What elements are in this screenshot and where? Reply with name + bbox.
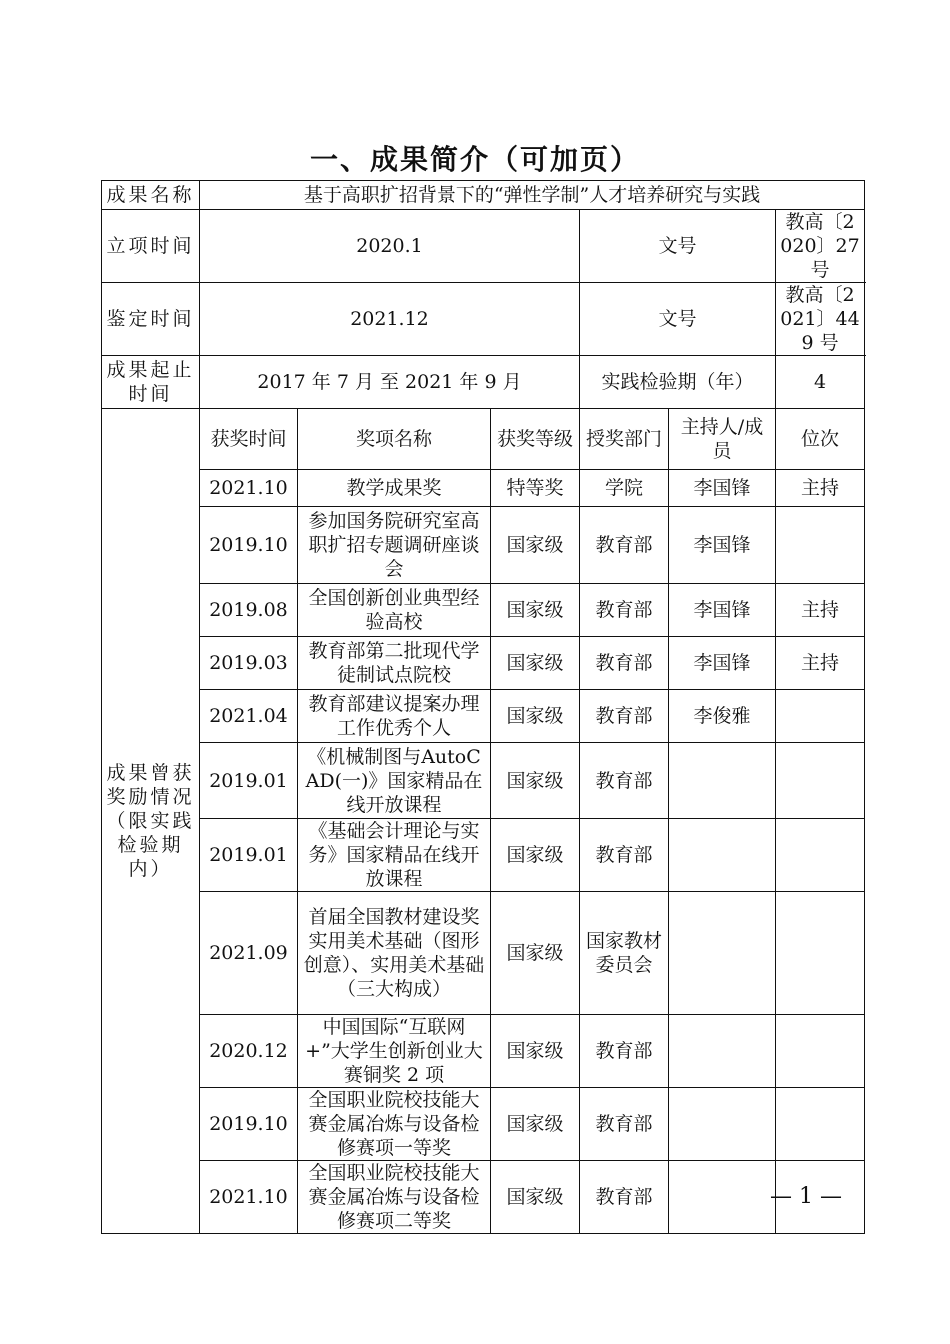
award-time: 2019.10 — [200, 507, 298, 584]
award-rank: 主持 — [776, 584, 865, 637]
award-person: 李国锋 — [669, 470, 776, 507]
award-time: 2019.01 — [200, 743, 298, 819]
row-appraisal-time — [102, 283, 865, 356]
award-rank — [776, 743, 865, 819]
project-doc-value: 教高〔2020〕27 号 — [776, 210, 865, 283]
award-person: 李国锋 — [669, 637, 776, 690]
award-dept: 教育部 — [580, 1088, 669, 1161]
award-name: 《机械制图与AutoCAD(一)》国家精品在线开放课程 — [298, 743, 491, 819]
period-label: 成果起止时间 — [102, 356, 200, 409]
row-name — [102, 181, 865, 210]
award-person — [669, 1015, 776, 1088]
header-award-time: 获奖时间 — [200, 409, 298, 470]
award-time: 2021.04 — [200, 690, 298, 743]
award-name: 首届全国教材建设奖实用美术基础（图形创意）、实用美术基础（三大构成） — [298, 892, 491, 1015]
appraisal-time-value: 2021.12 — [200, 283, 580, 356]
award-row — [102, 892, 865, 1015]
award-time: 2019.01 — [200, 819, 298, 892]
award-name: 全国职业院校技能大赛金属冶炼与设备检修赛项二等奖 — [298, 1161, 491, 1234]
award-level: 国家级 — [491, 1015, 580, 1088]
header-award-rank: 位次 — [776, 409, 865, 470]
award-time: 2019.08 — [200, 584, 298, 637]
award-name: 教育部建议提案办理工作优秀个人 — [298, 690, 491, 743]
award-name: 教育部第二批现代学徒制试点院校 — [298, 637, 491, 690]
award-time: 2020.12 — [200, 1015, 298, 1088]
award-name: 中国国际“互联网+”大学生创新创业大赛铜奖 2 项 — [298, 1015, 491, 1088]
award-row — [102, 470, 865, 507]
award-dept: 教育部 — [580, 507, 669, 584]
award-time: 2021.09 — [200, 892, 298, 1015]
award-rank: 主持 — [776, 470, 865, 507]
award-dept: 教育部 — [580, 819, 669, 892]
award-person — [669, 819, 776, 892]
award-dept: 教育部 — [580, 584, 669, 637]
practice-value: 4 — [776, 356, 865, 409]
project-doc-label: 文号 — [580, 210, 776, 283]
award-dept: 教育部 — [580, 1015, 669, 1088]
award-rank — [776, 507, 865, 584]
award-level: 国家级 — [491, 1088, 580, 1161]
award-level: 国家级 — [491, 690, 580, 743]
award-rank — [776, 892, 865, 1015]
award-level: 国家级 — [491, 507, 580, 584]
name-value: 基于高职扩招背景下的“弹性学制”人才培养研究与实践 — [200, 181, 865, 210]
practice-label: 实践检验期（年） — [580, 356, 776, 409]
header-award-level: 获奖等级 — [491, 409, 580, 470]
awards-header-row — [102, 409, 865, 470]
award-name: 参加国务院研究室高职扩招专题调研座谈会 — [298, 507, 491, 584]
achievement-table — [101, 180, 865, 1234]
award-rank: 主持 — [776, 637, 865, 690]
award-dept: 国家教材委员会 — [580, 892, 669, 1015]
award-level: 国家级 — [491, 584, 580, 637]
page-number: — 1 — — [770, 1184, 842, 1209]
page-title: 一、成果简介（可加页） — [309, 143, 640, 176]
row-project-time — [102, 210, 865, 283]
header-award-name: 奖项名称 — [298, 409, 491, 470]
award-name: 全国职业院校技能大赛金属冶炼与设备检修赛项一等奖 — [298, 1088, 491, 1161]
award-row — [102, 507, 865, 584]
award-time: 2021.10 — [200, 1161, 298, 1234]
award-time: 2019.10 — [200, 1088, 298, 1161]
project-time-label: 立项时间 — [102, 210, 200, 283]
award-rank — [776, 819, 865, 892]
award-person — [669, 892, 776, 1015]
award-row — [102, 743, 865, 819]
award-level: 国家级 — [491, 1161, 580, 1234]
award-person — [669, 1088, 776, 1161]
award-person — [669, 743, 776, 819]
award-time: 2021.10 — [200, 470, 298, 507]
award-dept: 教育部 — [580, 637, 669, 690]
award-time: 2019.03 — [200, 637, 298, 690]
award-level: 特等奖 — [491, 470, 580, 507]
row-period — [102, 356, 865, 409]
award-level: 国家级 — [491, 892, 580, 1015]
award-row — [102, 1088, 865, 1161]
header-award-dept: 授奖部门 — [580, 409, 669, 470]
appraisal-doc-label: 文号 — [580, 283, 776, 356]
appraisal-doc-value: 教高〔2021〕449 号 — [776, 283, 865, 356]
award-rank — [776, 1015, 865, 1088]
appraisal-time-label: 鉴定时间 — [102, 283, 200, 356]
award-row — [102, 637, 865, 690]
award-level: 国家级 — [491, 819, 580, 892]
award-row — [102, 1015, 865, 1088]
awards-section-label: 成果曾获奖励情况（限实践检验期内） — [102, 409, 200, 1234]
award-level: 国家级 — [491, 743, 580, 819]
award-row — [102, 819, 865, 892]
award-row — [102, 690, 865, 743]
award-row — [102, 584, 865, 637]
name-label: 成果名称 — [102, 181, 200, 210]
award-dept: 学院 — [580, 470, 669, 507]
award-rank — [776, 690, 865, 743]
header-award-person: 主持人/成员 — [669, 409, 776, 470]
project-time-value: 2020.1 — [200, 210, 580, 283]
award-name: 《基础会计理论与实务》国家精品在线开放课程 — [298, 819, 491, 892]
award-person: 李国锋 — [669, 507, 776, 584]
award-name: 全国创新创业典型经验高校 — [298, 584, 491, 637]
period-value: 2017 年 7 月 至 2021 年 9 月 — [200, 356, 580, 409]
award-person: 李国锋 — [669, 584, 776, 637]
award-name: 教学成果奖 — [298, 470, 491, 507]
award-level: 国家级 — [491, 637, 580, 690]
award-person: 李俊雅 — [669, 690, 776, 743]
award-dept: 教育部 — [580, 1161, 669, 1234]
award-rank — [776, 1088, 865, 1161]
award-dept: 教育部 — [580, 743, 669, 819]
award-dept: 教育部 — [580, 690, 669, 743]
